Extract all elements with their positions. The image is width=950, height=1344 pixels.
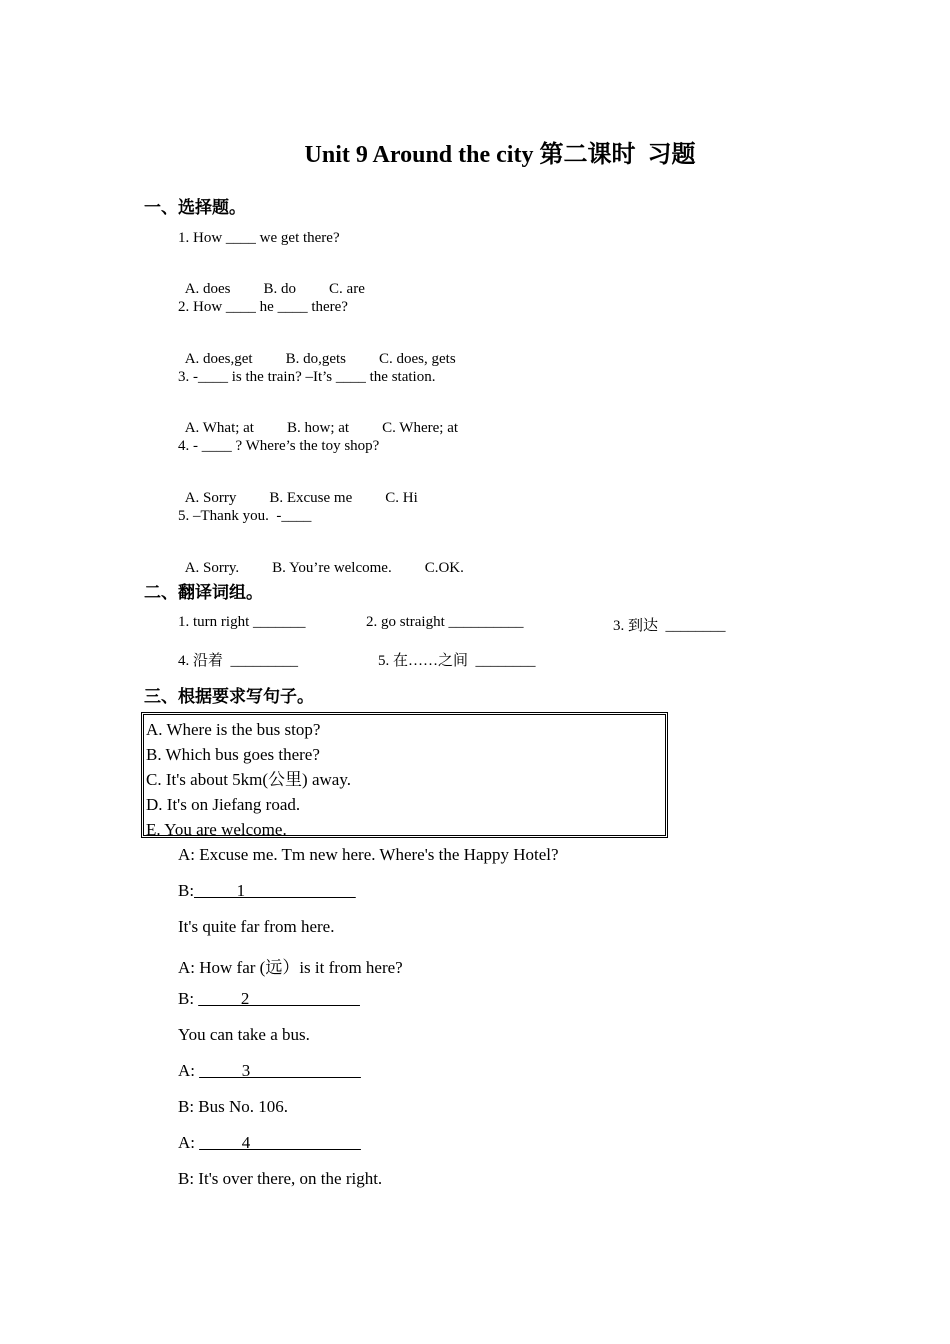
- option: A. Sorry: [184, 490, 237, 506]
- question-4-options: [178, 473, 418, 507]
- section-1-heading: 一、选择题。: [144, 198, 246, 218]
- option: B. do: [263, 281, 297, 297]
- box-option: C. It's about 5km(公里) away.: [146, 770, 351, 789]
- option: A. What; at: [184, 420, 254, 436]
- section-3-heading: 三、根据要求写句子。: [144, 687, 314, 707]
- answer-blank-2[interactable]: _____2_____________: [198, 989, 360, 1008]
- option: A. Sorry.: [184, 560, 240, 576]
- dialogue-line: B: _____2_____________: [178, 989, 360, 1008]
- dialogue-line: A: How far (远）is it from here?: [178, 958, 403, 977]
- box-option: A. Where is the bus stop?: [146, 720, 321, 739]
- question-1-options: [178, 264, 365, 298]
- option: C. does, gets: [379, 351, 456, 367]
- dialogue-line: A: Excuse me. Tm new here. Where's the Happy Hotel?: [178, 845, 559, 864]
- option: B. do,gets: [285, 351, 347, 367]
- dialogue-line: A: _____4_____________: [178, 1133, 361, 1152]
- translate-item-2: 2. go straight __________: [366, 614, 524, 630]
- box-option: D. It's on Jiefang road.: [146, 795, 301, 814]
- answer-options-box: [141, 712, 668, 838]
- box-option: B. Which bus goes there?: [146, 745, 320, 764]
- translate-item-1: 1. turn right _______: [178, 614, 306, 630]
- question-5-options: [178, 543, 464, 577]
- answer-blank-3[interactable]: _____3_____________: [199, 1061, 361, 1080]
- question-3: 3. -____ is the train? –It’s ____ the station.: [178, 369, 436, 385]
- option: C. Where; at: [382, 420, 459, 436]
- page-title: Unit 9 Around the city 第二课时 习题: [304, 142, 696, 168]
- dialogue-line: B: Bus No. 106.: [178, 1097, 289, 1116]
- question-2: 2. How ____ he ____ there?: [178, 299, 348, 315]
- question-4: 4. - ____ ? Where’s the toy shop?: [178, 438, 380, 454]
- option: B. Excuse me: [269, 490, 353, 506]
- question-2-options: [178, 334, 456, 368]
- section-2-heading: 二、翻译词组。: [144, 583, 263, 603]
- box-option: E. You are welcome.: [146, 820, 287, 839]
- dialogue-line: You can take a bus.: [178, 1025, 310, 1044]
- question-1: 1. How ____ we get there?: [178, 230, 340, 246]
- dialogue-line: It's quite far from here.: [178, 917, 335, 936]
- dialogue-line: B: It's over there, on the right.: [178, 1169, 383, 1188]
- answer-blank-1[interactable]: _____1_____________: [194, 881, 356, 900]
- answer-blank-4[interactable]: _____4_____________: [199, 1133, 361, 1152]
- translate-item-5: 5. 在……之间 ________: [378, 653, 536, 669]
- dialogue-line: A: _____3_____________: [178, 1061, 361, 1080]
- option: C.OK.: [424, 560, 464, 576]
- translate-item-4: 4. 沿着 _________: [178, 653, 299, 669]
- option: C. Hi: [385, 490, 418, 506]
- option: A. does,get: [184, 351, 253, 367]
- option: B. how; at: [286, 420, 350, 436]
- question-3-options: [178, 403, 458, 437]
- option: A. does: [184, 281, 231, 297]
- option: B. You’re welcome.: [272, 560, 392, 576]
- translate-item-3: 3. 到达 ________: [613, 618, 726, 634]
- question-5: 5. –Thank you. -____: [178, 508, 312, 524]
- option: C. are: [329, 281, 365, 297]
- dialogue-line: B:_____1_____________: [178, 881, 356, 900]
